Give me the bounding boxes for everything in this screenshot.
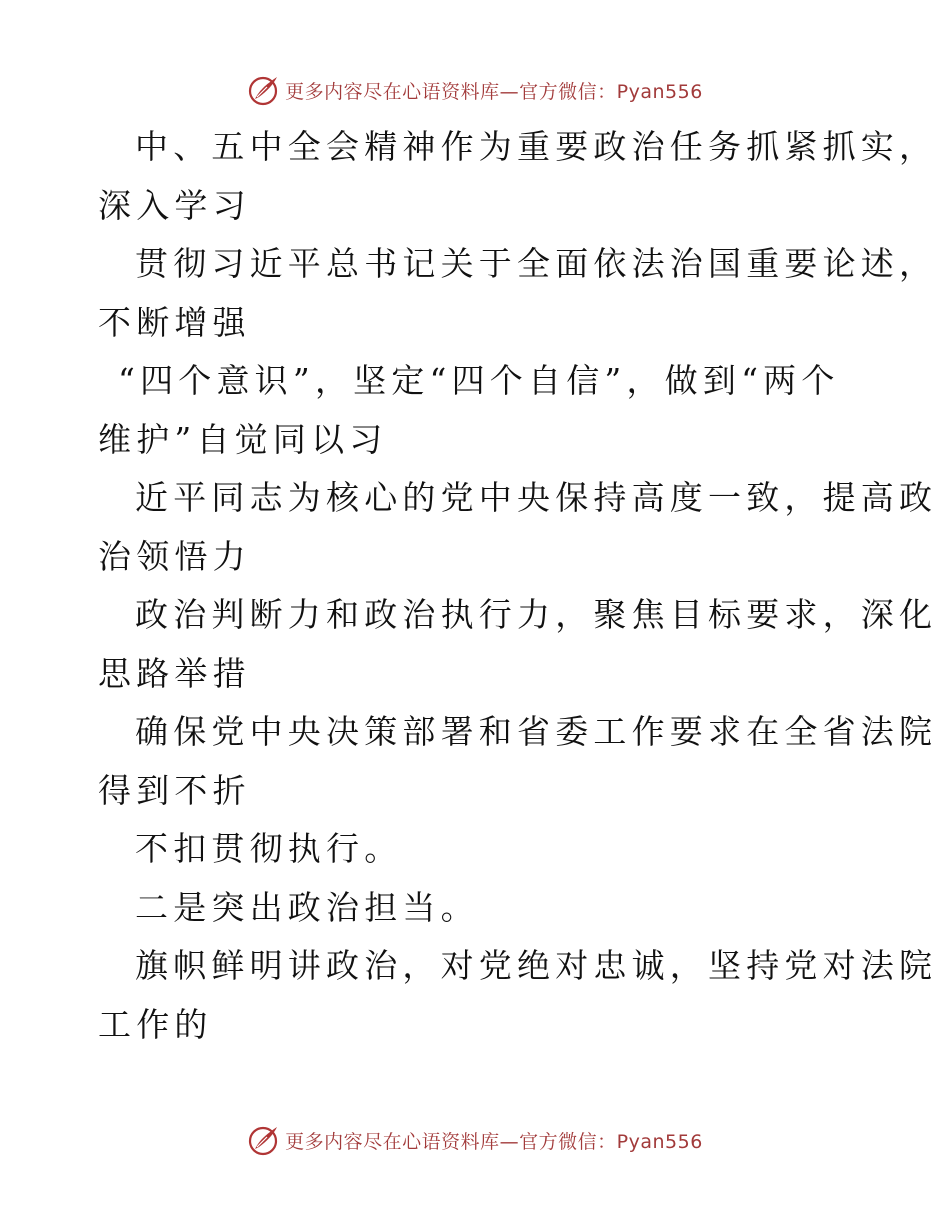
document-body <box>98 118 938 1054</box>
text-line: 工作的 <box>98 1004 213 1044</box>
text-line: 二是突出政治担当。 <box>135 887 479 927</box>
text-line: 得到不折 <box>98 770 251 810</box>
text-line: 旗帜鲜明讲政治，对党绝对忠诚，坚持党对法院 <box>135 946 938 985</box>
text-line: “四个意识”，坚定“四个自信”，做到“两个 <box>118 361 840 400</box>
text-line: 政治判断力和政治执行力，聚焦目标要求，深化 <box>135 595 938 634</box>
watermark-text: 更多内容尽在心语资料库—官方微信：Pyan556 <box>285 1130 703 1153</box>
text-line: 贯彻习近平总书记关于全面依法治国重要论述， <box>135 244 938 283</box>
watermark-text: 更多内容尽在心语资料库—官方微信：Pyan556 <box>285 80 703 103</box>
text-line: 近平同志为核心的党中央保持高度一致，提高政 <box>135 478 938 517</box>
text-line: 思路举措 <box>98 653 251 693</box>
text-line: 深入学习 <box>98 185 251 225</box>
text-line: 维护”自觉同以习 <box>98 419 388 459</box>
quill-logo-icon <box>247 73 281 107</box>
text-line: 中、五中全会精神作为重要政治任务抓紧抓实， <box>135 127 938 166</box>
header-watermark <box>0 70 950 110</box>
text-line: 不断增强 <box>98 302 251 342</box>
text-line: 不扣贯彻执行。 <box>135 829 403 868</box>
footer-watermark <box>0 1120 950 1160</box>
quill-logo-icon <box>247 1123 281 1157</box>
text-line: 确保党中央决策部署和省委工作要求在全省法院 <box>135 712 938 751</box>
text-line: 治领悟力 <box>98 536 251 576</box>
